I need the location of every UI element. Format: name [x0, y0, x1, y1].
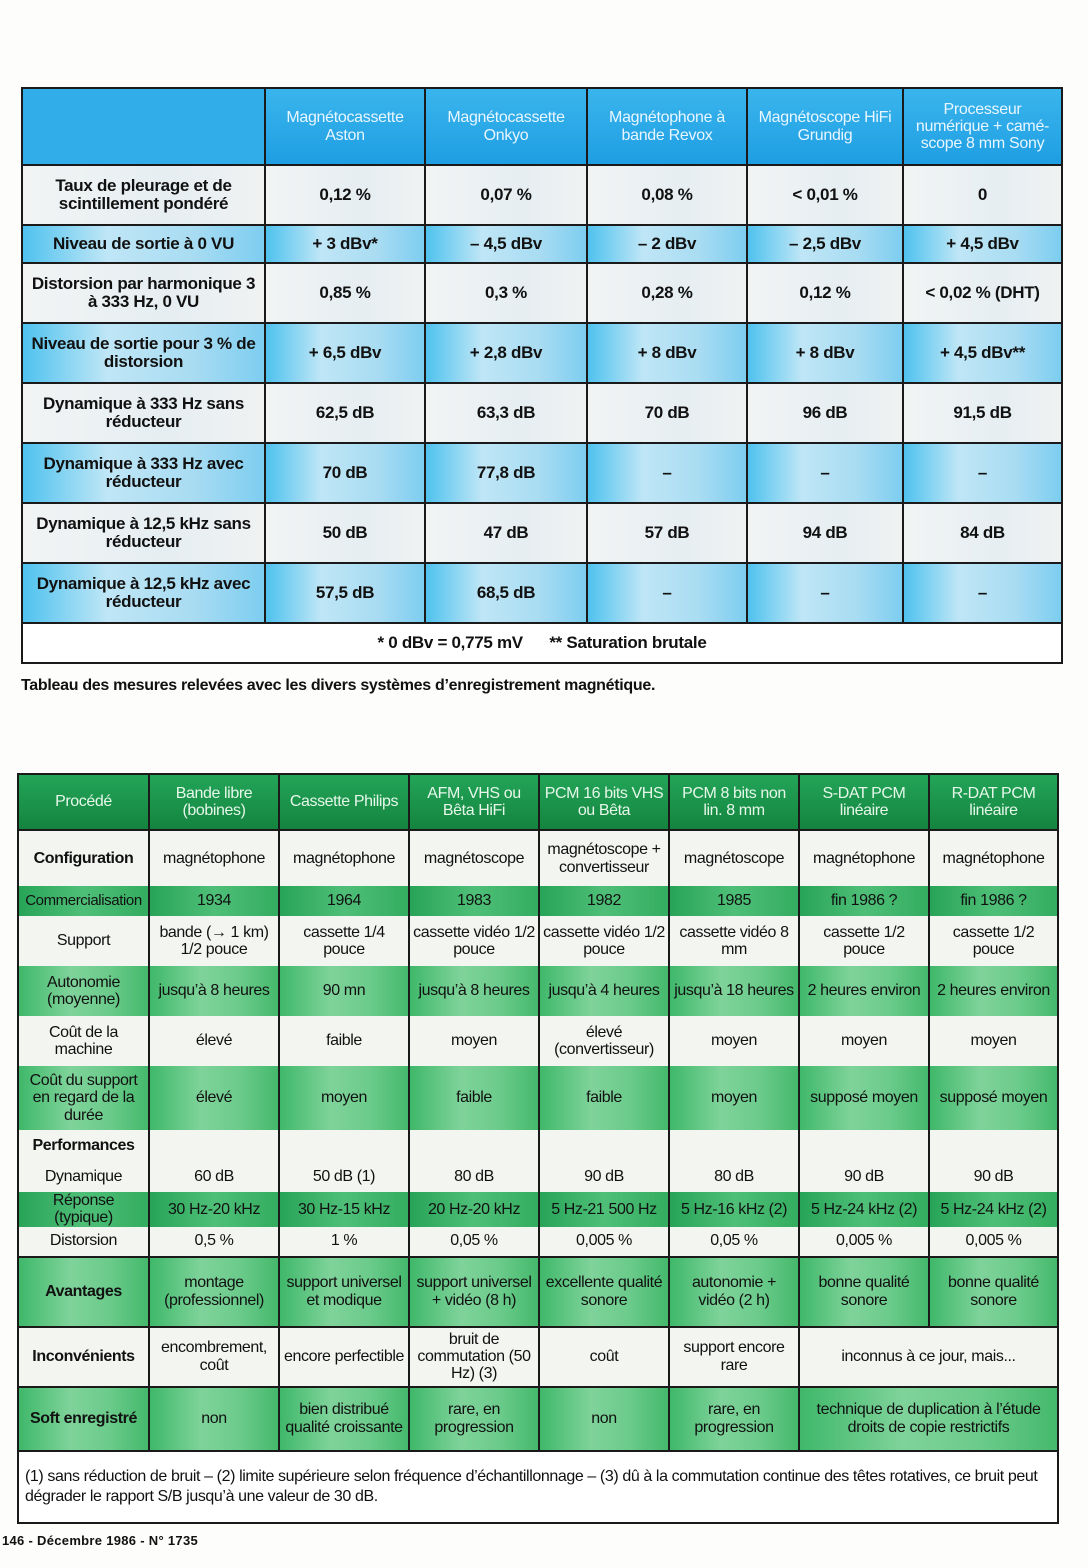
table-cell: + 6,5 dBv [265, 323, 425, 383]
table-cell: 0,3 % [425, 263, 587, 323]
table-cell: 5 Hz-16 kHz (2) [669, 1192, 799, 1227]
table-row [18, 966, 1058, 1016]
header-cassette-philips: Cassette Philips [279, 774, 409, 830]
table-cell: moyen [669, 1066, 799, 1130]
table-cell: supposé moyen [929, 1066, 1058, 1130]
table-cell: 91,5 dB [903, 383, 1062, 443]
row-label: Autonomie (moyenne) [18, 966, 149, 1016]
table-cell: < 0,02 % (DHT) [903, 263, 1062, 323]
table2-footnote: (1) sans réduction de bruit – (2) limite supérieure selon fréquence d’échantillonnage – (3) dû à la commutation continue des têtes rotatives, ce bruit peut dégrader le rapport S/B jusqu’à une valeur de 30 dB. [18, 1451, 1058, 1523]
table-cell: support universel et modique [279, 1257, 409, 1327]
table-cell: 57 dB [587, 503, 747, 563]
table-cell: magnétophone [799, 830, 929, 886]
table-cell: + 2,8 dBv [425, 323, 587, 383]
row-label: Soft enregistré [18, 1387, 149, 1451]
table-cell: moyen [799, 1016, 929, 1066]
table-cell: 68,5 dB [425, 563, 587, 623]
table-row [18, 916, 1058, 966]
measurements-table [21, 87, 1063, 664]
table-cell: 77,8 dB [425, 443, 587, 503]
table-cell: 90 dB [799, 1162, 929, 1192]
table-cell: – [747, 443, 903, 503]
table-cell: magnétoscope [669, 830, 799, 886]
table-row [18, 886, 1058, 916]
table-cell: élevé [149, 1016, 279, 1066]
table-cell: + 8 dBv [747, 323, 903, 383]
table-cell [669, 1130, 799, 1162]
table-cell: 1964 [279, 886, 409, 916]
table-cell: non [539, 1387, 669, 1451]
table-cell: 5 Hz-24 kHz (2) [929, 1192, 1058, 1227]
table-cell: 94 dB [747, 503, 903, 563]
row-label: Inconvénients [18, 1327, 149, 1387]
table-cell: 5 Hz-24 kHz (2) [799, 1192, 929, 1227]
table-row [18, 1192, 1058, 1227]
row-label: Dynamique à 12,5 kHz avec réducteur [22, 563, 265, 623]
row-label: Distorsion par harmonique 3 à 333 Hz, 0 VU [22, 263, 265, 323]
table-cell: 80 dB [669, 1162, 799, 1192]
header-revox: Magnétophone à bande Revox [587, 88, 747, 165]
table-cell: 50 dB [265, 503, 425, 563]
table-cell: élevé (convertisseur) [539, 1016, 669, 1066]
row-label: Distorsion [18, 1227, 149, 1257]
table-row [22, 503, 1062, 563]
table-cell: < 0,01 % [747, 165, 903, 225]
table-cell: supposé moyen [799, 1066, 929, 1130]
header-pcm16: PCM 16 bits VHS ou Bêta [539, 774, 669, 830]
table-cell [279, 1130, 409, 1162]
table-row [18, 1227, 1058, 1257]
table-cell: 30 Hz-20 kHz [149, 1192, 279, 1227]
table-row [22, 383, 1062, 443]
table-cell: – [903, 443, 1062, 503]
table-cell: magnétophone [149, 830, 279, 886]
table-cell: 47 dB [425, 503, 587, 563]
table-cell: magnétoscope + convertisseur [539, 830, 669, 886]
table-cell: – 2 dBv [587, 225, 747, 263]
table-cell: 84 dB [903, 503, 1062, 563]
table-cell: 0,005 % [539, 1227, 669, 1257]
table-row [18, 1257, 1058, 1327]
footnote-row [18, 1451, 1058, 1523]
table-cell: 0,28 % [587, 263, 747, 323]
table-cell: 1934 [149, 886, 279, 916]
row-label: Dynamique à 333 Hz sans réducteur [22, 383, 265, 443]
table-cell: 96 dB [747, 383, 903, 443]
page-footer: 146 - Décembre 1986 - N° 1735 [2, 1533, 199, 1548]
table-cell [539, 1130, 669, 1162]
header-bande-libre: Bande libre (bobines) [149, 774, 279, 830]
table-cell: 0,85 % [265, 263, 425, 323]
header-sdat: S-DAT PCM linéaire [799, 774, 929, 830]
table-row [18, 1162, 1058, 1192]
row-label: Configuration [18, 830, 149, 886]
table-cell: 1 % [279, 1227, 409, 1257]
table-cell: bande (→ 1 km) 1/2 pouce [149, 916, 279, 966]
table-cell: 90 dB [539, 1162, 669, 1192]
table-cell: bonne qualité sonore [929, 1257, 1058, 1327]
table-cell: magnétophone [929, 830, 1058, 886]
row-label: Réponse (typique) [18, 1192, 149, 1227]
row-label: Commercialisation [18, 886, 149, 916]
table-cell: cassette 1/2 pouce [929, 916, 1058, 966]
performances-heading: Performances [18, 1130, 149, 1162]
table-row [18, 1327, 1058, 1387]
table-cell: 20 Hz-20 kHz [409, 1192, 539, 1227]
merged-cell: technique de duplication à l’étude droits de copie restrictifs [799, 1387, 1058, 1451]
table-cell: moyen [409, 1016, 539, 1066]
comparison-table [17, 773, 1059, 1524]
table-cell [409, 1130, 539, 1162]
table-cell: bruit de commutation (50 Hz) (3) [409, 1327, 539, 1387]
table-row [22, 563, 1062, 623]
table-cell: jusqu’à 8 heures [409, 966, 539, 1016]
table1-caption: Tableau des mesures relevées avec les divers systèmes d’enregistrement magnétique. [21, 677, 656, 694]
table-cell: fin 1986 ? [799, 886, 929, 916]
table-cell: + 4,5 dBv [903, 225, 1062, 263]
table-cell: – [903, 563, 1062, 623]
table-cell: 2 heures environ [929, 966, 1058, 1016]
table-cell [799, 1130, 929, 1162]
table-cell: moyen [669, 1016, 799, 1066]
table-header-row [22, 88, 1062, 165]
row-label: Coût de la machine [18, 1016, 149, 1066]
table-cell: – [587, 563, 747, 623]
table-cell: fin 1986 ? [929, 886, 1058, 916]
table-cell [929, 1130, 1058, 1162]
header-procede: Procédé [18, 774, 149, 830]
merged-cell: inconnus à ce jour, mais... [799, 1327, 1058, 1387]
table-cell: 30 Hz-15 kHz [279, 1192, 409, 1227]
table-cell: 0,05 % [409, 1227, 539, 1257]
table-cell: cassette 1/2 pouce [799, 916, 929, 966]
table-cell: 0 [903, 165, 1062, 225]
row-label: Niveau de sortie pour 3 % de distorsion [22, 323, 265, 383]
table-cell: 50 dB (1) [279, 1162, 409, 1192]
table-cell: + 4,5 dBv** [903, 323, 1062, 383]
table-row [22, 443, 1062, 503]
table-cell: 62,5 dB [265, 383, 425, 443]
table-cell: cassette vidéo 8 mm [669, 916, 799, 966]
header-afm-vhs: AFM, VHS ou Bêta HiFi [409, 774, 539, 830]
header-corner [22, 88, 265, 165]
table-cell: 0,12 % [747, 263, 903, 323]
table-cell: jusqu’à 18 heures [669, 966, 799, 1016]
table-cell: non [149, 1387, 279, 1451]
table-cell: + 8 dBv [587, 323, 747, 383]
table-cell: autonomie + vidéo (2 h) [669, 1257, 799, 1327]
table-cell: coût [539, 1327, 669, 1387]
table-cell: élevé [149, 1066, 279, 1130]
row-label: Dynamique [18, 1162, 149, 1192]
header-grundig: Magnétoscope HiFi Grundig [747, 88, 903, 165]
header-aston: Magnétocassette Aston [265, 88, 425, 165]
table-cell: bonne qualité sonore [799, 1257, 929, 1327]
table-cell: montage (professionnel) [149, 1257, 279, 1327]
table-cell: support encore rare [669, 1327, 799, 1387]
table-row [22, 263, 1062, 323]
table-cell: 0,05 % [669, 1227, 799, 1257]
table-cell: 0,005 % [929, 1227, 1058, 1257]
table-cell: faible [539, 1066, 669, 1130]
table-cell: 57,5 dB [265, 563, 425, 623]
table-row [22, 165, 1062, 225]
table-cell: rare, en progression [669, 1387, 799, 1451]
table-cell: 80 dB [409, 1162, 539, 1192]
table-cell: 63,3 dB [425, 383, 587, 443]
row-label: Support [18, 916, 149, 966]
table-cell: 1982 [539, 886, 669, 916]
row-label: Niveau de sortie à 0 VU [22, 225, 265, 263]
table-cell: 60 dB [149, 1162, 279, 1192]
header-sony: Processeur numérique + camé- scope 8 mm Sony [903, 88, 1062, 165]
table-cell: cassette vidéo 1/2 pouce [409, 916, 539, 966]
table-row [22, 323, 1062, 383]
row-label: Coût du support en regard de la durée [18, 1066, 149, 1130]
table-cell: encore perfectible [279, 1327, 409, 1387]
table-cell: faible [409, 1066, 539, 1130]
row-label: Taux de pleurage et de scintillement pondéré [22, 165, 265, 225]
table-cell: – 2,5 dBv [747, 225, 903, 263]
table-cell: rare, en progression [409, 1387, 539, 1451]
table-cell: 0,005 % [799, 1227, 929, 1257]
table-cell: cassette vidéo 1/2 pouce [539, 916, 669, 966]
table-cell: + 3 dBv* [265, 225, 425, 263]
table-cell: 1983 [409, 886, 539, 916]
table-row [18, 830, 1058, 886]
table-row [18, 1387, 1058, 1451]
table-cell: support universel + vidéo (8 h) [409, 1257, 539, 1327]
row-label: Dynamique à 333 Hz avec réducteur [22, 443, 265, 503]
table-cell: 90 mn [279, 966, 409, 1016]
table-cell: 1985 [669, 886, 799, 916]
table-cell: excellente qualité sonore [539, 1257, 669, 1327]
table-row [18, 1016, 1058, 1066]
table-cell: faible [279, 1016, 409, 1066]
table-cell: – [587, 443, 747, 503]
table-cell: 0,5 % [149, 1227, 279, 1257]
table-row [18, 1130, 1058, 1162]
table-row [22, 225, 1062, 263]
header-pcm8: PCM 8 bits non lin. 8 mm [669, 774, 799, 830]
table-cell: 0,07 % [425, 165, 587, 225]
table-cell: 5 Hz-21 500 Hz [539, 1192, 669, 1227]
table-cell: bien distribué qualité croissante [279, 1387, 409, 1451]
table-cell: magnétophone [279, 830, 409, 886]
table-cell: 70 dB [265, 443, 425, 503]
table-cell: jusqu’à 8 heures [149, 966, 279, 1016]
table-cell: – [747, 563, 903, 623]
table-cell: 0,12 % [265, 165, 425, 225]
footnote-row [22, 623, 1062, 663]
row-label: Avantages [18, 1257, 149, 1327]
table-cell: encombrement, coût [149, 1327, 279, 1387]
table1-footnote: * 0 dBv = 0,775 mV ** Saturation brutale [22, 623, 1062, 663]
header-rdat: R-DAT PCM linéaire [929, 774, 1058, 830]
row-label: Dynamique à 12,5 kHz sans réducteur [22, 503, 265, 563]
table-cell: magnétoscope [409, 830, 539, 886]
table-cell: 2 heures environ [799, 966, 929, 1016]
table-cell: 90 dB [929, 1162, 1058, 1192]
table-cell: cassette 1/4 pouce [279, 916, 409, 966]
table-cell: jusqu’à 4 heures [539, 966, 669, 1016]
table-row [18, 1066, 1058, 1130]
table-cell: – 4,5 dBv [425, 225, 587, 263]
table-cell: 70 dB [587, 383, 747, 443]
table-cell: moyen [279, 1066, 409, 1130]
table-header-row [18, 774, 1058, 830]
table-cell: 0,08 % [587, 165, 747, 225]
table-cell: moyen [929, 1016, 1058, 1066]
header-onkyo: Magnétocassette Onkyo [425, 88, 587, 165]
table-cell [149, 1130, 279, 1162]
